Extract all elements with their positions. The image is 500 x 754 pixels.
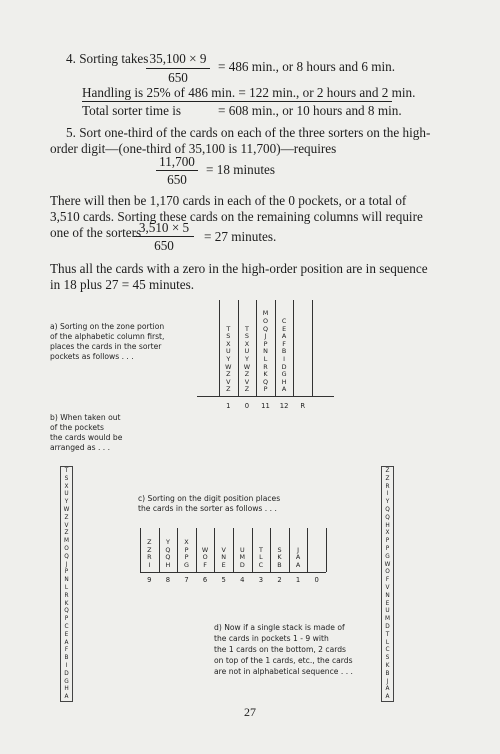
- diagram_b-stack-letter: D: [64, 670, 69, 677]
- diagram_c-card-letter: S: [277, 545, 282, 554]
- diagram_c-card-letter: O: [202, 553, 208, 562]
- diagram_a-card-letter: B: [281, 347, 287, 356]
- diagram_c-pocket-label: 0: [314, 576, 319, 584]
- diagram_a-card-letter: P: [263, 385, 268, 394]
- diagram_a-pocket-divider: [238, 300, 239, 396]
- diagram_a-card-letter: S: [244, 332, 249, 341]
- diagram_d-stack-letter: U: [385, 608, 390, 615]
- diagram_d-stack-letter: P: [385, 546, 390, 552]
- diagram_c-card-letter: V: [221, 545, 226, 554]
- diagram_c-card-letter: I: [148, 561, 151, 570]
- diagram_c-pocket-divider: [159, 528, 160, 572]
- sec5-result: = 18 minutes: [206, 162, 275, 177]
- diagram_a-pocket-label: 1: [226, 402, 231, 410]
- diagram_a-pocket-label: 11: [261, 402, 270, 410]
- diagram_d-stack-letter: A: [385, 686, 390, 693]
- diagram_a-card-letter: F: [282, 339, 286, 348]
- diagram_a-pocket-base: [197, 396, 334, 397]
- diagram_c-pocket-divider: [233, 528, 234, 572]
- diagram_a-card-letter: J: [264, 332, 267, 341]
- sec4-denominator: 650: [168, 70, 188, 85]
- diagram_b-stack-letter: C: [64, 624, 69, 630]
- diagram_d-stack-letter: W: [384, 561, 391, 568]
- sec5-p2-line2: 3,510 cards. Sorting these cards on the remaining columns will require: [50, 209, 423, 224]
- diagram_d-stack-letter: D: [385, 624, 390, 630]
- diagram_b-stack-letter: N: [64, 577, 69, 584]
- diagram_c-card-letter: B: [277, 561, 282, 570]
- sec4-numerator: 35,100 × 9: [149, 51, 207, 66]
- diagram_d-stack-letter: Q: [385, 507, 390, 513]
- diagram_c-card-letter: X: [184, 537, 189, 546]
- diagram_c-card-letter: U: [239, 545, 245, 554]
- sec5-p2-line3: one of the sorters: [50, 225, 142, 240]
- diagram_a-pocket-divider: [293, 300, 294, 396]
- diagram_c-card-letter: G: [184, 561, 189, 570]
- sec5-line2: order digit—(one-third of 35,100 is 11,700)—requires: [50, 141, 337, 156]
- diagram_d-stack-letter: J: [386, 678, 389, 685]
- diagram-c-caption: c) Sorting on the digit position places the cards in the sorter as follows . . .: [138, 494, 281, 513]
- diagram_d-stack-letter: H: [385, 522, 390, 529]
- sec5-p3-line1: Thus all the cards with a zero in the high-order position are in sequence: [50, 261, 428, 276]
- sec5-p2-line1: There will then be 1,170 cards in each of the 0 pockets, or a total of: [50, 193, 407, 208]
- sec5-numerator-2: 3,510 × 5: [138, 220, 190, 235]
- diagram-a-caption: a) Sorting on the zone portion of the alphabetic column first, places the cards in the sorter pockets as follows . . .: [50, 322, 165, 361]
- diagram_a-card-letter: R: [263, 362, 268, 371]
- diagram_c-card-letter: A: [295, 561, 301, 570]
- diagram_c-card-letter: Q: [165, 545, 171, 554]
- diagram_d-stack-letter: M: [384, 616, 390, 623]
- diagram_c-card-letter: W: [201, 545, 209, 554]
- diagram_a-card-letter: P: [263, 339, 268, 348]
- diagram_d-stack-letter: G: [385, 553, 390, 560]
- diagram_c-pocket-divider: [307, 528, 308, 572]
- diagram_d-stack-letter: R: [385, 483, 390, 490]
- diagram_d-stack-letter: A: [385, 694, 390, 701]
- diagram_c-card-letter: F: [203, 561, 207, 570]
- diagram_a-card-letter: K: [263, 370, 268, 379]
- diagram_a-card-letter: Z: [244, 370, 250, 379]
- diagram_b-stack-letter: L: [64, 585, 69, 591]
- diagram_c-card-letter: L: [259, 553, 263, 562]
- diagram_c-pocket-divider: [289, 528, 290, 572]
- sec5-p3-line2: in 18 plus 27 = 45 minutes.: [50, 277, 195, 292]
- diagram_a-card-letter: V: [226, 377, 231, 386]
- diagram_d-stack-letter: T: [385, 631, 390, 638]
- diagram_d-stack-letter: K: [385, 663, 390, 669]
- diagram_a-card-letter: M: [262, 309, 269, 318]
- diagram_c-pocket-divider: [326, 528, 327, 572]
- diagram_a-card-letter: Q: [262, 377, 269, 386]
- diagram_a-card-letter: Z: [226, 370, 231, 379]
- diagram_a-card-letter: Y: [244, 355, 249, 363]
- diagram_a-card-letter: T: [244, 324, 249, 333]
- diagram_a-card-letter: U: [225, 347, 231, 356]
- diagram_d-stack-letter: X: [385, 530, 390, 537]
- sec4-total-result: = 608 min., or 10 hours and 8 min.: [218, 103, 402, 118]
- diagram_a-card-letter: A: [281, 385, 287, 394]
- diagram_c-pocket-label: 3: [258, 576, 264, 584]
- diagram_c-card-letter: R: [147, 553, 152, 562]
- diagram_a-card-letter: W: [225, 362, 232, 371]
- diagram_b-stack-letter: Z: [64, 514, 69, 521]
- diagram_a-card-letter: Y: [226, 355, 231, 363]
- diagram_a-pocket-label: 12: [279, 402, 289, 410]
- diagram_a-card-letter: X: [244, 339, 250, 348]
- diagram-b-caption: b) When taken out of the pockets the cards would be arranged as . . .: [50, 413, 123, 452]
- diagram_b-stack-letter: P: [64, 616, 69, 623]
- diagram_d-stack-letter: I: [386, 491, 389, 498]
- diagram_a-card-letter: U: [244, 347, 250, 356]
- diagram_c-card-letter: Z: [147, 545, 152, 554]
- diagram_c-pocket-divider: [252, 528, 253, 572]
- diagram_b-stack-letter: H: [64, 686, 69, 693]
- diagram_d-stack-letter: V: [385, 585, 390, 591]
- diagram_b-stack-letter: Y: [64, 499, 69, 506]
- diagram_d-stack-letter: Q: [385, 514, 390, 521]
- diagram_c-card-letter: M: [239, 553, 246, 562]
- diagram_a-pocket-label: 0: [244, 402, 250, 410]
- diagram_c-pocket-divider: [140, 528, 141, 572]
- diagram_c-pocket-divider: [214, 528, 215, 572]
- sec5-result-2: = 27 minutes.: [204, 229, 277, 244]
- diagram_b-stack-letter: Z: [64, 530, 69, 537]
- diagram_a-pocket-label: R: [300, 402, 306, 410]
- diagram_c-card-letter: C: [258, 561, 264, 570]
- diagram_d-stack-letter: E: [385, 600, 390, 607]
- diagram_c-card-letter: T: [258, 545, 263, 554]
- diagram_b-stack-letter: Q: [64, 553, 69, 560]
- diagram_b-stack-letter: P: [64, 569, 69, 576]
- diagram_a-card-letter: V: [244, 377, 250, 386]
- diagram_b-stack-letter: O: [64, 546, 69, 552]
- diagram_d-stack-letter: C: [385, 647, 390, 654]
- diagram_a-card-letter: N: [263, 347, 268, 356]
- diagram_d-stack-letter: P: [385, 538, 390, 545]
- diagram_d-stack-letter: N: [385, 592, 390, 599]
- diagram_a-card-letter: T: [226, 324, 231, 333]
- diagram_c-card-letter: Q: [165, 553, 171, 562]
- diagram_a-card-letter: X: [226, 339, 231, 348]
- diagram_c-pocket-label: 6: [202, 576, 208, 584]
- diagram_c-card-letter: N: [221, 553, 227, 562]
- diagram_c-card-letter: A: [295, 553, 301, 562]
- diagram_d-stack-letter: L: [385, 639, 390, 646]
- diagram_b-stack-letter: J: [65, 561, 68, 568]
- diagram_c-pocket-base: [140, 572, 326, 573]
- diagram_b-stack-letter: Q: [64, 608, 69, 615]
- page-number: 27: [244, 705, 256, 719]
- diagram_c-pocket-label: 1: [295, 576, 301, 584]
- diagram_a-card-letter: Z: [226, 385, 231, 394]
- diagram_d-stack-letter: Z: [385, 468, 390, 474]
- sec5-line1: 5. Sort one-third of the cards on each of the three sorters on the high-: [66, 125, 431, 140]
- diagram_c-pocket-label: 5: [221, 576, 226, 584]
- sec5-denominator: 650: [167, 172, 187, 187]
- diagram_b-stack-letter: G: [64, 678, 69, 685]
- diagram_d-stack-letter: Y: [385, 499, 390, 506]
- diagram_b-stack-letter: S: [64, 475, 69, 482]
- diagram_c-pocket-label: 2: [277, 576, 282, 584]
- diagram_b-stack-letter: U: [64, 491, 69, 498]
- diagram_b-stack-letter: B: [64, 655, 69, 662]
- diagram_a-card-letter: D: [281, 362, 287, 371]
- diagram-d-caption: d) Now if a single stack is made of the cards in pockets 1 - 9 with the 1 cards on the bottom, 2 cards on top of the 1 cards, etc., the cards are not in alphabetical sequence . . .: [214, 623, 353, 676]
- sec4-total-label: Total sorter time is: [82, 103, 182, 118]
- diagram_d-stack-letter: O: [385, 569, 390, 576]
- diagram_c-pocket-divider: [196, 528, 197, 572]
- diagram_c-pocket-label: 4: [240, 576, 245, 584]
- diagram_a-card-letter: Z: [244, 385, 250, 394]
- diagram_c-card-letter: E: [221, 561, 226, 570]
- diagram_b-stack-letter: F: [64, 647, 69, 654]
- diagram_a-card-letter: A: [281, 332, 287, 341]
- diagram_b-stack-letter: A: [64, 639, 69, 646]
- diagram_b-stack-letter: E: [64, 631, 69, 638]
- diagram_c-pocket-label: 8: [165, 576, 171, 584]
- diagram_c-card-letter: J: [297, 545, 300, 554]
- diagram_c-pocket-divider: [177, 528, 178, 572]
- diagram_a-card-letter: Q: [262, 324, 269, 333]
- diagram_c-card-letter: P: [184, 545, 189, 554]
- diagram_d-stack-letter: F: [385, 577, 390, 584]
- diagram_a-card-letter: C: [281, 317, 287, 325]
- diagram_b-stack-letter: A: [64, 694, 69, 701]
- diagram_b-stack-letter: M: [63, 538, 69, 545]
- diagram_b-stack-letter: K: [64, 600, 69, 607]
- diagram_a-pocket-divider: [275, 300, 276, 396]
- diagram_d-stack-letter: B: [385, 670, 390, 677]
- diagram_b-stack-letter: T: [64, 468, 69, 474]
- sec4-label: 4. Sorting takes: [66, 51, 149, 66]
- diagram_a-card-letter: W: [243, 362, 251, 371]
- sec5-numerator: 11,700: [159, 154, 195, 169]
- diagram_a-pocket-divider: [312, 300, 313, 396]
- diagram-d-card-stack: [381, 466, 394, 702]
- diagram_b-stack-letter: V: [64, 522, 69, 529]
- diagram_b-stack-letter: X: [64, 483, 69, 490]
- diagram_b-stack-letter: I: [65, 663, 68, 669]
- diagram_a-card-letter: E: [282, 324, 287, 333]
- diagram_c-card-letter: K: [277, 553, 282, 562]
- diagram_c-pocket-divider: [270, 528, 271, 572]
- diagram_c-pocket-label: 7: [184, 576, 189, 584]
- diagram_a-card-letter: I: [283, 355, 286, 363]
- diagram_c-card-letter: P: [184, 553, 189, 562]
- diagram_a-pocket-divider: [256, 300, 257, 396]
- diagram_c-card-letter: H: [165, 561, 171, 570]
- sec4-result: = 486 min., or 8 hours and 6 min.: [218, 59, 396, 74]
- diagram_a-card-letter: H: [281, 377, 287, 386]
- diagram_a-card-letter: L: [263, 355, 268, 363]
- diagram_d-stack-letter: S: [385, 655, 390, 662]
- diagram-b-card-stack: [60, 466, 73, 702]
- diagram_a-pocket-divider: [219, 300, 220, 396]
- diagram_b-stack-letter: R: [64, 592, 69, 599]
- diagram_c-card-letter: Y: [165, 537, 170, 546]
- sec5-denominator-2: 650: [154, 238, 174, 253]
- diagram_a-card-letter: O: [262, 317, 269, 325]
- sec4-handling: Handling is 25% of 486 min. = 122 min., or 2 hours and 2 min.: [82, 85, 416, 100]
- diagram_b-stack-letter: W: [63, 507, 70, 513]
- diagram_c-pocket-label: 9: [147, 576, 152, 584]
- diagram_d-stack-letter: Z: [385, 475, 390, 482]
- diagram_c-card-letter: D: [239, 561, 245, 570]
- diagram_a-card-letter: G: [281, 370, 287, 379]
- diagram_a-card-letter: S: [226, 332, 231, 341]
- diagram_c-card-letter: Z: [147, 537, 152, 546]
